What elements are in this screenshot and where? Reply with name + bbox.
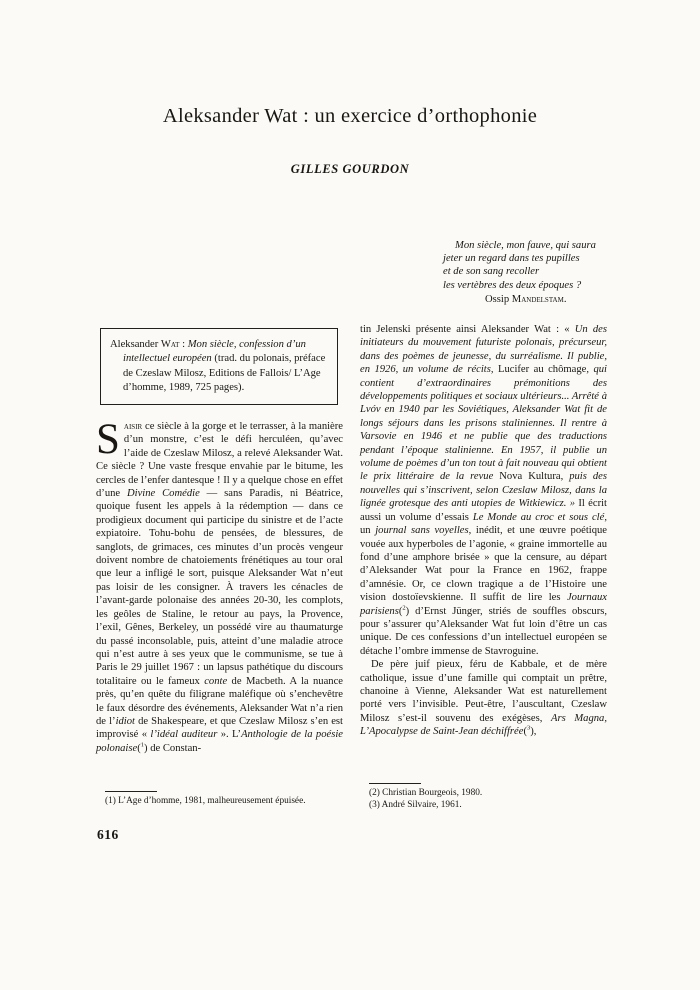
left-paragraph-text: aisir ce siècle à la gorge et le terrasser, à la manière d’un monstre, c’est le défi herculéen, qu’avec l’aide de Czeslaw Milosz, a relevé Aleksander Wat. Ce siècle ? Une vaste fresque envahie par le bitume, les cercles de l’enfer dantesque ! Il y a quelque chose en effet d’une Divine Comédie — sans Paradis, ni Béatrice, quoique fusent les appels à la rédemption — dans ce prodigieux document qui participe du sinistre et de l’acte expiatoire. Tohu-bohu de pensées, de blessures, de sanglots, de grimaces, ces minutes d’un procès vengeur doivent nombre de chatoiements frénétiques au tour oral que leur a infligé le sort, puisque Aleksander Wat n’eut pas loisir de les consigner. À travers les cénacles de l’avant-garde polonaise des années 20-30, les complots, les geôles de Staline, le retour au pays, la Provence, l’exil, Gênes, Berkeley, un possédé vire au thaumaturge du passé inconsolable, puis, atteint d’une maladie atroce qui n’est autre à ses yeux que le communisme, se tue à Paris le 29 juillet 1967 : un lapsus pathétique du discours totalitaire ou le fameux conte de Macbeth. A la nuance près, qu’en quête du filigrane maléfique où s’enchevêtre le faux désordre des événements, Aleksander Wat n’a rien de l’idiot de Shakespeare, et que Czeslaw Milosz s’en est improvisé « l’idéal auditeur ». L’Anthologie de la poésie polonaise($^1$) de Constan-	[96, 421, 344, 754]
right-paragraph-1: tin Jelenski présente ainsi Aleksander Wat : « Un des initiateurs du mouvement futuriste polonais, précurseur, dans des poèmes de jeunesse, du surréalisme. Il publie, en 1926, un volume de récits, Lucifer au chômage, qui contient d’extraordinaires prémonitions des développements politiques et sociaux ultérieurs... Arrêté à Lvóv en 1940 par les Soviétiques, Aleksander Wat fit de longs séjours dans les prisons staliniennes. Il rentre à Varsovie en 1946 et ne publie que des traductions pendant l’époque stalinienne. En 1957, il publie un volume de poèmes d’un ton tout à fait nouveau qui obtient le prix littéraire de la revue Nova Kultura, puis des nouvelles qui s’inscrivent, selon Czeslaw Milosz, dans la lignée grotesque des anti utopies de Witkiewicz. » Il écrit aussi un volume d’essais Le Monde au croc et sous clé, un journal sans voyelles, inédit, et une œuvre poétique vouée aux hyperboles de l’agonie, « graine immortelle au fond d’une amphore brisée » que la censure, au départ d’Aleksander Wat pour la France en 1962, frappe d’amnésie. Or, ce clown tragique a de l’Histoire une vision dostoïevskienne. Il suffit de lire les Journaux parisiens($^2$) d’Ernst Jünger, striés de souffles obscurs, pour s’assurer qu’Aleksander Wat fut loin d’être un cas unique. De ces confessions d’un intellectuel européen se détache l’ombre immense de Stavroguine.	[360, 324, 608, 657]
epigraph	[443, 239, 655, 306]
dropcap-letter: S	[96, 416, 120, 463]
footnote: (3) André Silvaire, 1961.	[369, 799, 462, 810]
left-paragraph	[96, 416, 344, 755]
footnote-rule	[105, 791, 157, 792]
page-number: 616	[97, 827, 119, 842]
footnotes-left	[96, 791, 343, 808]
epigraph-attribution: Ossip Mandelstam.	[485, 293, 567, 305]
epigraph-line: les vertèbres des deux époques ?	[443, 279, 582, 291]
right-column	[360, 323, 607, 739]
footnote: (2) Christian Bourgeois, 1980.	[369, 788, 483, 798]
epigraph-line: jeter un regard dans tes pupilles	[443, 253, 580, 265]
footnote: (1) L’Age d’homme, 1981, malheureusement épuisée.	[105, 796, 306, 806]
citation-box	[100, 328, 338, 405]
right-paragraph-2: De père juif pieux, féru de Kabbale, et de mère catholique, issue d’une famille qui comptait un prêtre, chanoine à Vienne, Aleksander Wat est naturellement porté vers l’invisible. Peut-être, l’auscultant, Czeslaw Milosz s’est-il souvenu des exégèses, Ars Magna, L’Apocalypse de Saint-Jean déchiffrée($^3$),	[360, 659, 607, 738]
citation-text: Aleksander Wat : Mon siècle, confession d’un intellectuel européen (trad. du polonais, préface de Czeslaw Milosz, Editions de Fallois/ L’Age d’homme, 1989, 725 pages).	[110, 339, 326, 393]
epigraph-line: Mon siècle, mon fauve, qui saura	[455, 240, 596, 251]
footnotes-right	[360, 783, 607, 812]
footnote-rule	[369, 783, 421, 784]
article-author: GILLES GOURDON	[290, 162, 410, 176]
epigraph-line: et de son sang recoller	[443, 266, 540, 278]
left-column	[96, 416, 344, 755]
article-title: Aleksander Wat : un exercice d’orthophonie	[162, 105, 538, 127]
